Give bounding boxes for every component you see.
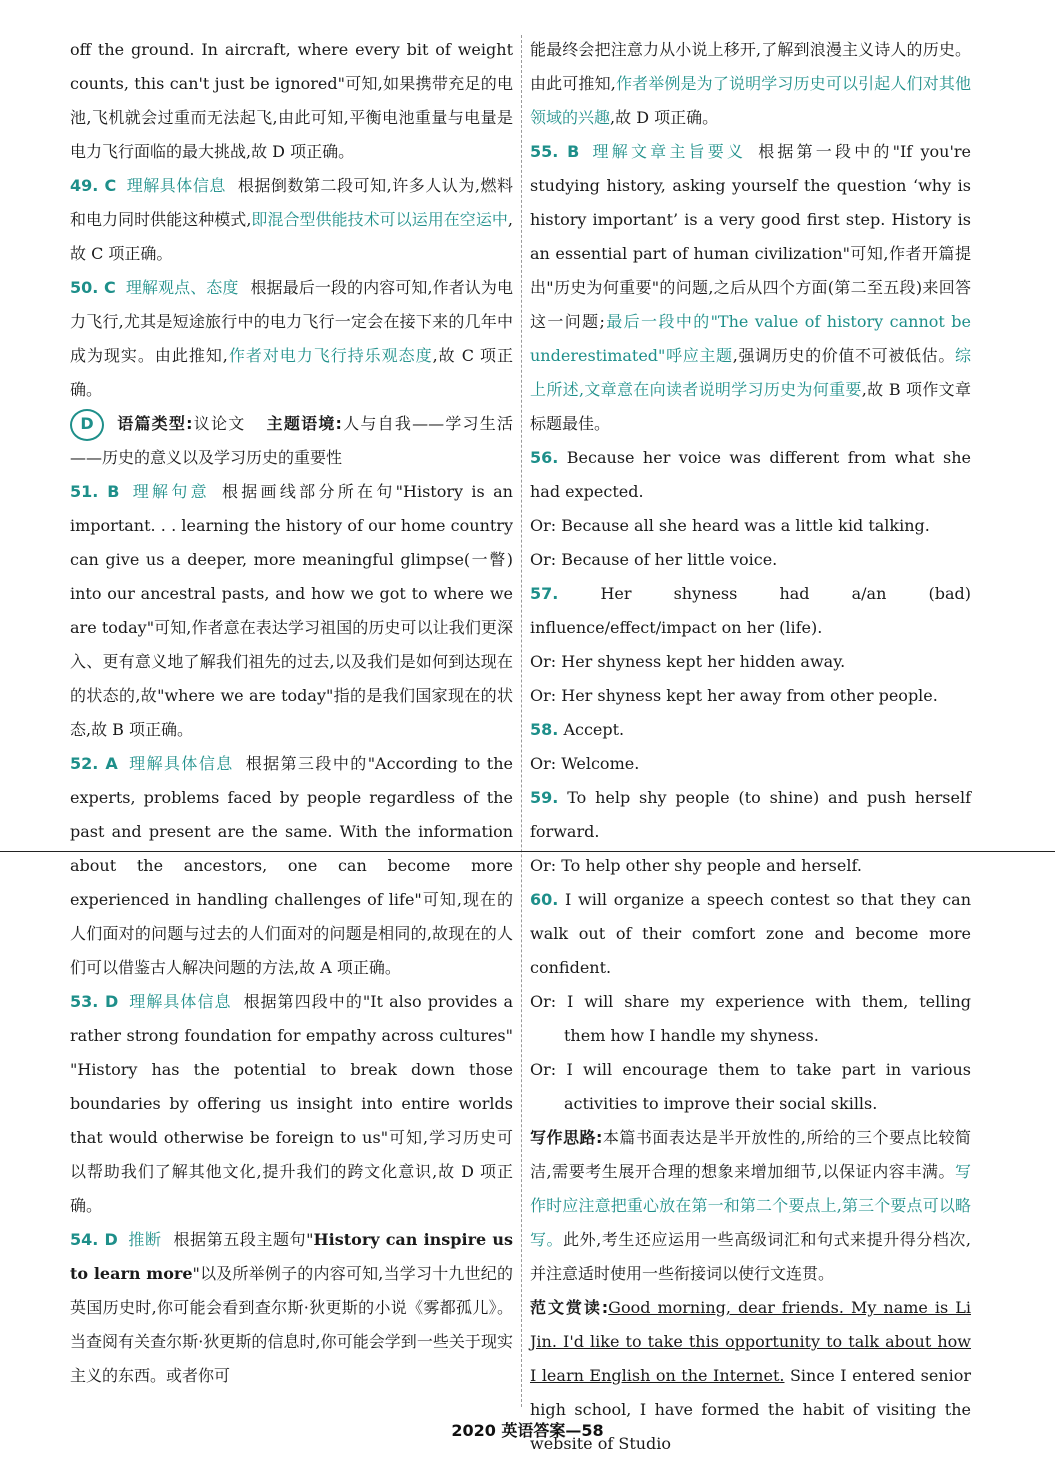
answer-58-alt: Or: Welcome. [530,754,640,773]
highlight: 即混合型供能技术可以运用在空运中 [251,210,508,229]
highlight: 最后一段中的"The value of history cannot be underestimated"呼应主题 [530,312,971,365]
answer-59-alt: Or: To help other shy people and herself. [530,856,862,875]
highlight: 综上所述,文章意在向读者说明学习历史为何重要 [530,346,971,399]
answer-56-alt: Or: Because all she heard was a little kid talking. [530,516,930,535]
question-type: 推断 [127,1230,162,1249]
writing-label: 写作思路: [530,1128,603,1147]
answer-51: 51. B 理解句意 根据画线部分所在句"History is an important. . . learning the history of our home country can give us a deeper, more meaningful glimpse(一瞥) into our ancestral pasts, and how we got to where we are today"可知,作者意在表达学习祖国的历史可以让我们更深入、更有意义地了解我们祖先的过去,以及我们是如何到达现在的状态的,故"where we are today"指的是我们国家现在的状态,故 B 项正确。 [70,482,513,739]
answer-48-continuation: off the ground. In aircraft, where every bit of weight counts, this can't just be ignored"可知,如果携带充足的电池,飞机就会过重而无法起飞,由此可知,平衡电池重量与电量是电力飞行面临的最大挑战,故 D 项正确。 [70,40,513,161]
answer-number: 52. A [70,754,118,773]
answer-60-alt: Or: I will share my experience with them, telling them how I handle my shyness. [530,992,971,1045]
answer-59: 59. To help shy people (to shine) and push herself forward. [530,788,971,841]
answer-56: 56. Because her voice was different from what she had expected. [530,448,971,501]
answer-number: 59. [530,788,559,807]
question-type: 理解文章主旨要义 [589,142,747,161]
left-column [70,33,513,1393]
answer-57: 57. Her shyness had a/an (bad) influence/effect/impact on her (life). [530,584,971,637]
answer-number: 49. C [70,176,117,195]
question-type: 理解具体信息 [126,176,226,195]
answer-52: 52. A 理解具体信息 根据第三段中的"According to the experts, problems faced by people regardless of the past and present are the same. With the information about the ancestors, one can become more experienced in handling challenges of life"可知,现在的人们面对的问题与过去的人们面对的问题是相同的,故现在的人们可以借鉴古人解决问题的方法,故 A 项正确。 [70,754,514,977]
highlight: 写作时应注意把重心放在第一和第二个要点上,第三个要点可以略写。 [530,1162,971,1249]
question-type: 理解具体信息 [128,992,232,1011]
bold-quote: History can inspire us to learn more [70,1230,513,1283]
answer-number: 55. B [530,142,580,161]
section-d-header: D 语篇类型:议论文 主题语境:人与自我——学习生活——历史的意义以及学习历史的重要性 [70,407,513,475]
answer-49: 49. C 理解具体信息 根据倒数第二段可知,许多人认为,燃料和电力同时供能这种模式,即混合型供能技术可以运用在空运中,故 C 项正确。 [70,176,513,263]
writing-approach: 写作思路:本篇书面表达是半开放性的,所给的三个要点比较简洁,需要考生展开合理的想象来增加细节,以保证内容丰满。写作时应注意把重心放在第一和第二个要点上,第三个要点可以略写。此外,考生还应运用一些高级词汇和句式来提升得分档次,并注意适时使用一些衔接词以使行文连贯。 [530,1128,971,1283]
answer-56-alt: Or: Because of her little voice. [530,550,778,569]
answer-50: 50. C 理解观点、态度 根据最后一段的内容可知,作者认为电力飞行,尤其是短途旅行中的电力飞行一定会在接下来的几年中成为现实。由此推知,作者对电力飞行持乐观态度,故 C 项正确。 [70,278,513,399]
answer-number: 53. D [70,992,119,1011]
answer-number: 50. C [70,278,116,297]
answer-54: 54. D 推断 根据第五段主题句"History can inspire us to learn more"以及所举例子的内容可知,当学习十九世纪的英国历史时,你可能会看到查尔斯·狄更斯的小说《雾都孤儿》。当查阅有关查尔斯·狄更斯的信息时,你可能会学到一些关于现实主义的东西。或者你可 [70,1230,513,1385]
section-d-icon: D [70,409,104,441]
page-footer: 2020 英语答案—58 [451,1421,604,1440]
answer-number: 57. [530,584,559,603]
answer-58: 58. Accept. [530,720,625,739]
answer-57-alt: Or: Her shyness kept her away from other people. [530,686,938,705]
question-type: 理解观点、态度 [125,278,239,297]
answer-number: 54. D [70,1230,118,1249]
answer-53: 53. D 理解具体信息 根据第四段中的"It also provides a rather strong foundation for empathy across cultures" "History has the potential to break down those boundaries by offering us insight into entire worlds that would otherwise be foreign to us"可知,学习历史可以帮助我们了解其他文化,提升我们的跨文化意识,故 D 项正确。 [70,992,513,1215]
answer-number: 56. [530,448,559,467]
answer-55: 55. B 理解文章主旨要义 根据第一段中的"If you're studying history, asking yourself the question ‘why is history important’ is a very good first step. History is an essential part of human civilization"可知,作者开篇提出"历史为何重要"的问题,之后从四个方面(第二至五段)来回答这一问题;最后一段中的"The value of history cannot be underestimated"呼应主题,强调历史的价值不可被低估。综上所述,文章意在向读者说明学习历史为何重要,故 B 项作文章标题最佳。 [530,142,972,433]
highlight: 作者对电力飞行持乐观态度 [227,346,433,365]
column-divider [521,35,522,1407]
sample-essay: 范文赏读:Good morning, dear friends. My name is Li Jin. I'd like to take this opportunity to talk about how I learn English on the Internet. Since I entered senior high school, I have formed the habit of visiting the website of Studio [530,1298,972,1453]
highlight: 作者举例是为了说明学习历史可以引起人们对其他领域的兴趣 [530,74,971,127]
answer-60: 60. I will organize a speech contest so that they can walk out of their comfort zone and become more confident. [530,890,971,977]
answer-57-alt: Or: Her shyness kept her hidden away. [530,652,846,671]
answer-54-continuation: 能最终会把注意力从小说上移开,了解到浪漫主义诗人的历史。由此可推知,作者举例是为了说明学习历史可以引起人们对其他领域的兴趣,故 D 项正确。 [530,40,971,127]
answer-number: 60. [530,890,559,909]
question-type: 理解具体信息 [127,754,234,773]
answer-60-alt: Or: I will encourage them to take part in various activities to improve their social skills. [530,1060,971,1113]
underlined-text: Good morning, dear friends. My name is Li Jin. I'd like to take this opportunity to talk about how I learn English on the Internet. [530,1298,971,1385]
answer-number: 58. [530,720,559,739]
sample-label: 范文赏读: [530,1298,609,1317]
question-type: 理解句意 [129,482,210,501]
answer-number: 51. B [70,482,120,501]
right-column [530,33,971,1461]
